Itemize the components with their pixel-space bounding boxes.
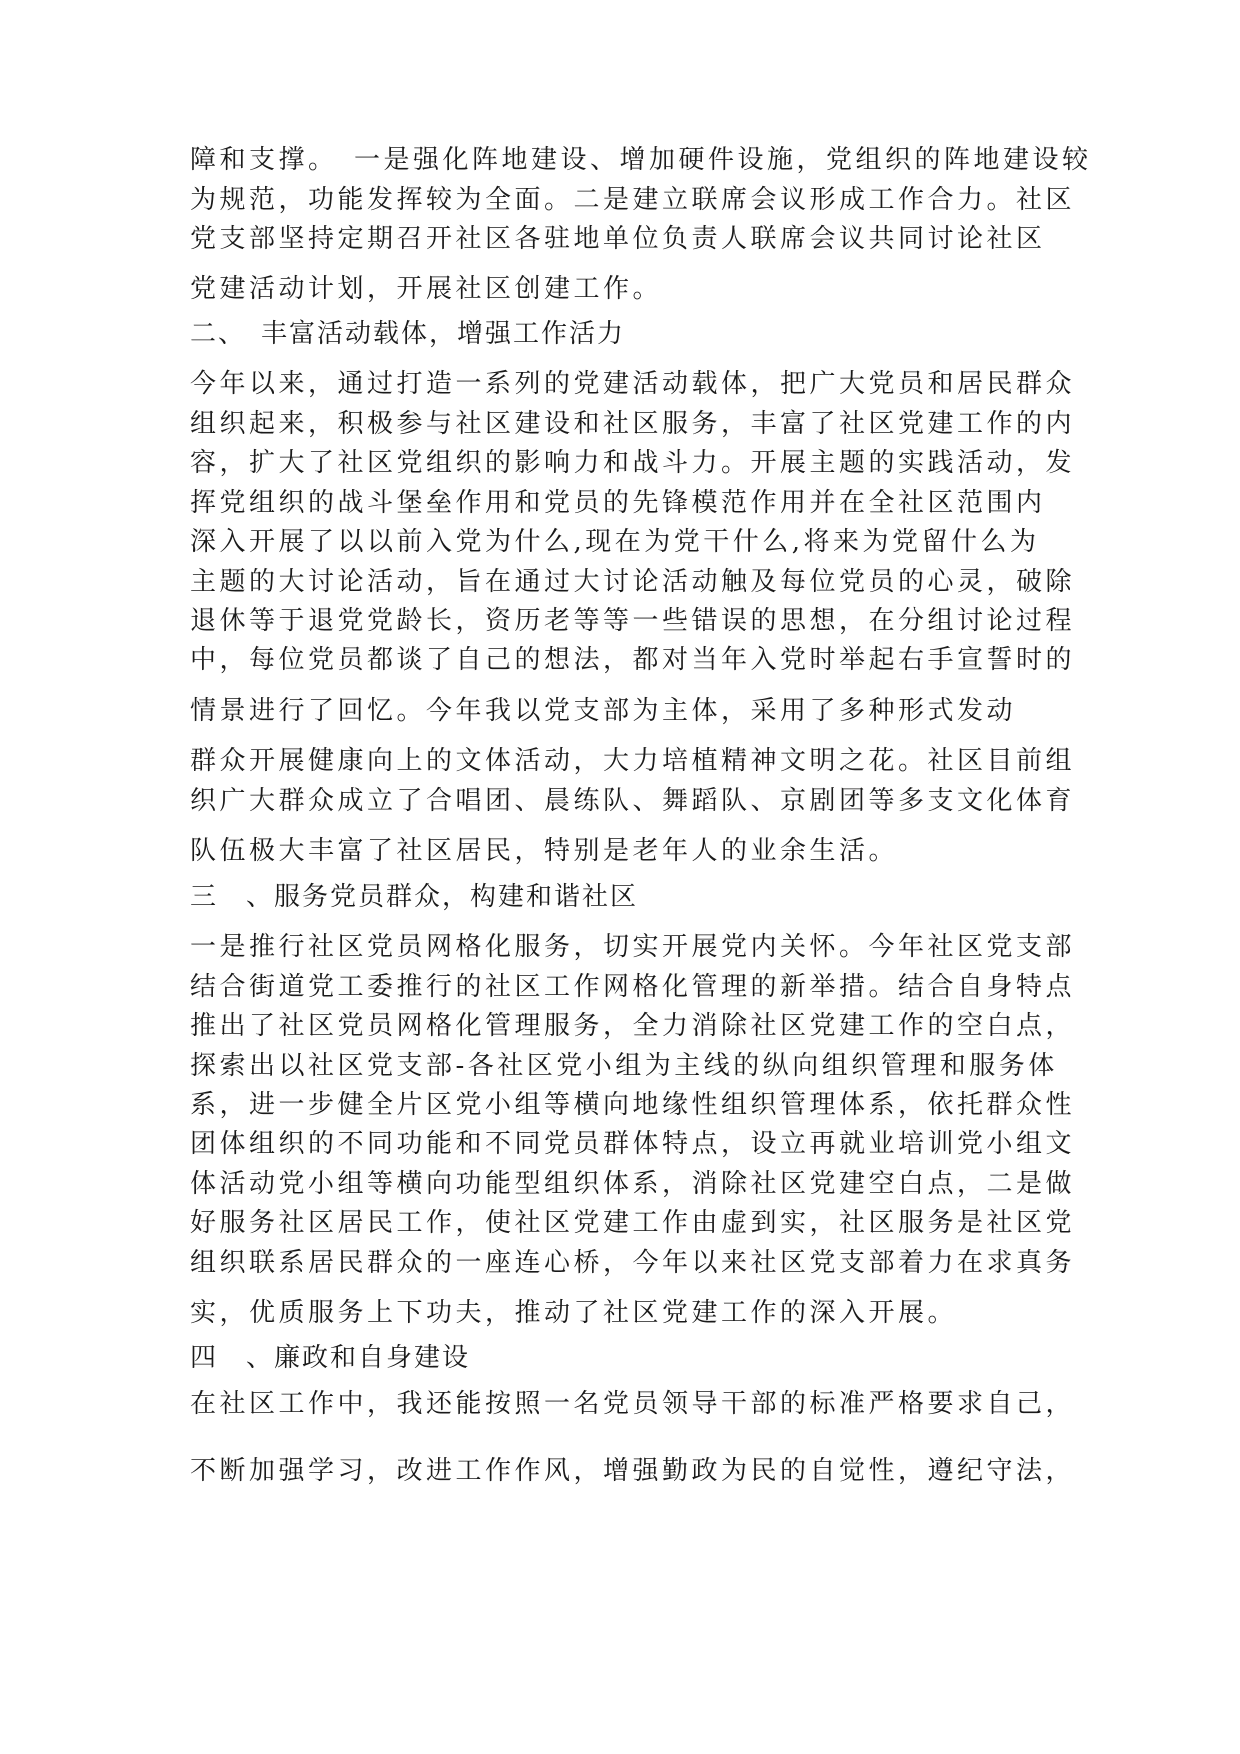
text-line: 在社区工作中，我还能按照一名党员领导干部的标准严格要求自己， [190, 1389, 1076, 1419]
text-line: 党建活动计划，开展社区创建工作。 [190, 274, 663, 304]
text-line: 群众开展健康向上的文体活动，大力培植精神文明之花。社区目前组 [190, 746, 1076, 776]
text-line: 织广大群众成立了合唱团、晨练队、舞蹈队、京剧团等多支文化体育 [190, 786, 1076, 816]
text-line: 探索出以社区党支部-各社区党小组为主线的纵向组织管理和服务体 [190, 1051, 1058, 1081]
text-line: 党支部坚持定期召开社区各驻地单位负责人联席会议共同讨论社区 [190, 224, 1046, 254]
text-line: 组织起来，积极参与社区建设和社区服务，丰富了社区党建工作的内 [190, 409, 1076, 439]
text-line: 深入开展了以以前入党为什么,现在为党干什么,将来为党留什么为 [190, 527, 1040, 557]
section-heading: 二、 丰富活动载体，增强工作活力 [190, 319, 626, 349]
text-line: 好服务社区居民工作，使社区党建工作由虚到实，社区服务是社区党 [190, 1208, 1076, 1238]
text-line: 挥党组织的战斗堡垒作用和党员的先锋模范作用并在全社区范围内 [190, 488, 1046, 518]
text-line: 体活动党小组等横向功能型组织体系，消除社区党建空白点，二是做 [190, 1169, 1076, 1199]
text-line: 主题的大讨论活动，旨在通过大讨论活动触及每位党员的心灵，破除 [190, 567, 1076, 597]
text-line: 推出了社区党员网格化管理服务，全力消除社区党建工作的空白点， [190, 1011, 1076, 1041]
section-heading: 三 、服务党员群众，构建和谐社区 [190, 882, 639, 912]
text-line: 障和支撑。 一是强化阵地建设、增加硬件设施，党组织的阵地建设较 [190, 145, 1092, 175]
text-line: 结合街道党工委推行的社区工作网格化管理的新举措。结合自身特点 [190, 972, 1076, 1002]
text-line: 中，每位党员都谈了自己的想法，都对当年入党时举起右手宣誓时的 [190, 645, 1076, 675]
text-line: 系，进一步健全片区党小组等横向地缘性组织管理体系，依托群众性 [190, 1090, 1076, 1120]
text-line: 一是推行社区党员网格化服务，切实开展党内关怀。今年社区党支部 [190, 932, 1076, 962]
text-line: 队伍极大丰富了社区居民，特别是老年人的业余生活。 [190, 836, 899, 866]
text-line: 不断加强学习，改进工作作风，增强勤政为民的自觉性，遵纪守法， [190, 1456, 1076, 1486]
text-line: 团体组织的不同功能和不同党员群体特点，设立再就业培训党小组文 [190, 1129, 1076, 1159]
text-line: 退休等于退党党龄长，资历老等等一些错误的思想，在分组讨论过程 [190, 606, 1076, 636]
section-heading: 四 、廉政和自身建设 [190, 1343, 471, 1373]
text-line: 情景进行了回忆。今年我以党支部为主体，采用了多种形式发动 [190, 696, 1017, 726]
text-line: 容，扩大了社区党组织的影响力和战斗力。开展主题的实践活动，发 [190, 448, 1076, 478]
text-line: 实，优质服务上下功夫，推动了社区党建工作的深入开展。 [190, 1298, 958, 1328]
text-line: 为规范，功能发挥较为全面。二是建立联席会议形成工作合力。社区 [190, 185, 1076, 215]
text-line: 组织联系居民群众的一座连心桥，今年以来社区党支部着力在求真务 [190, 1248, 1076, 1278]
text-line: 今年以来，通过打造一系列的党建活动载体，把广大党员和居民群众 [190, 369, 1076, 399]
